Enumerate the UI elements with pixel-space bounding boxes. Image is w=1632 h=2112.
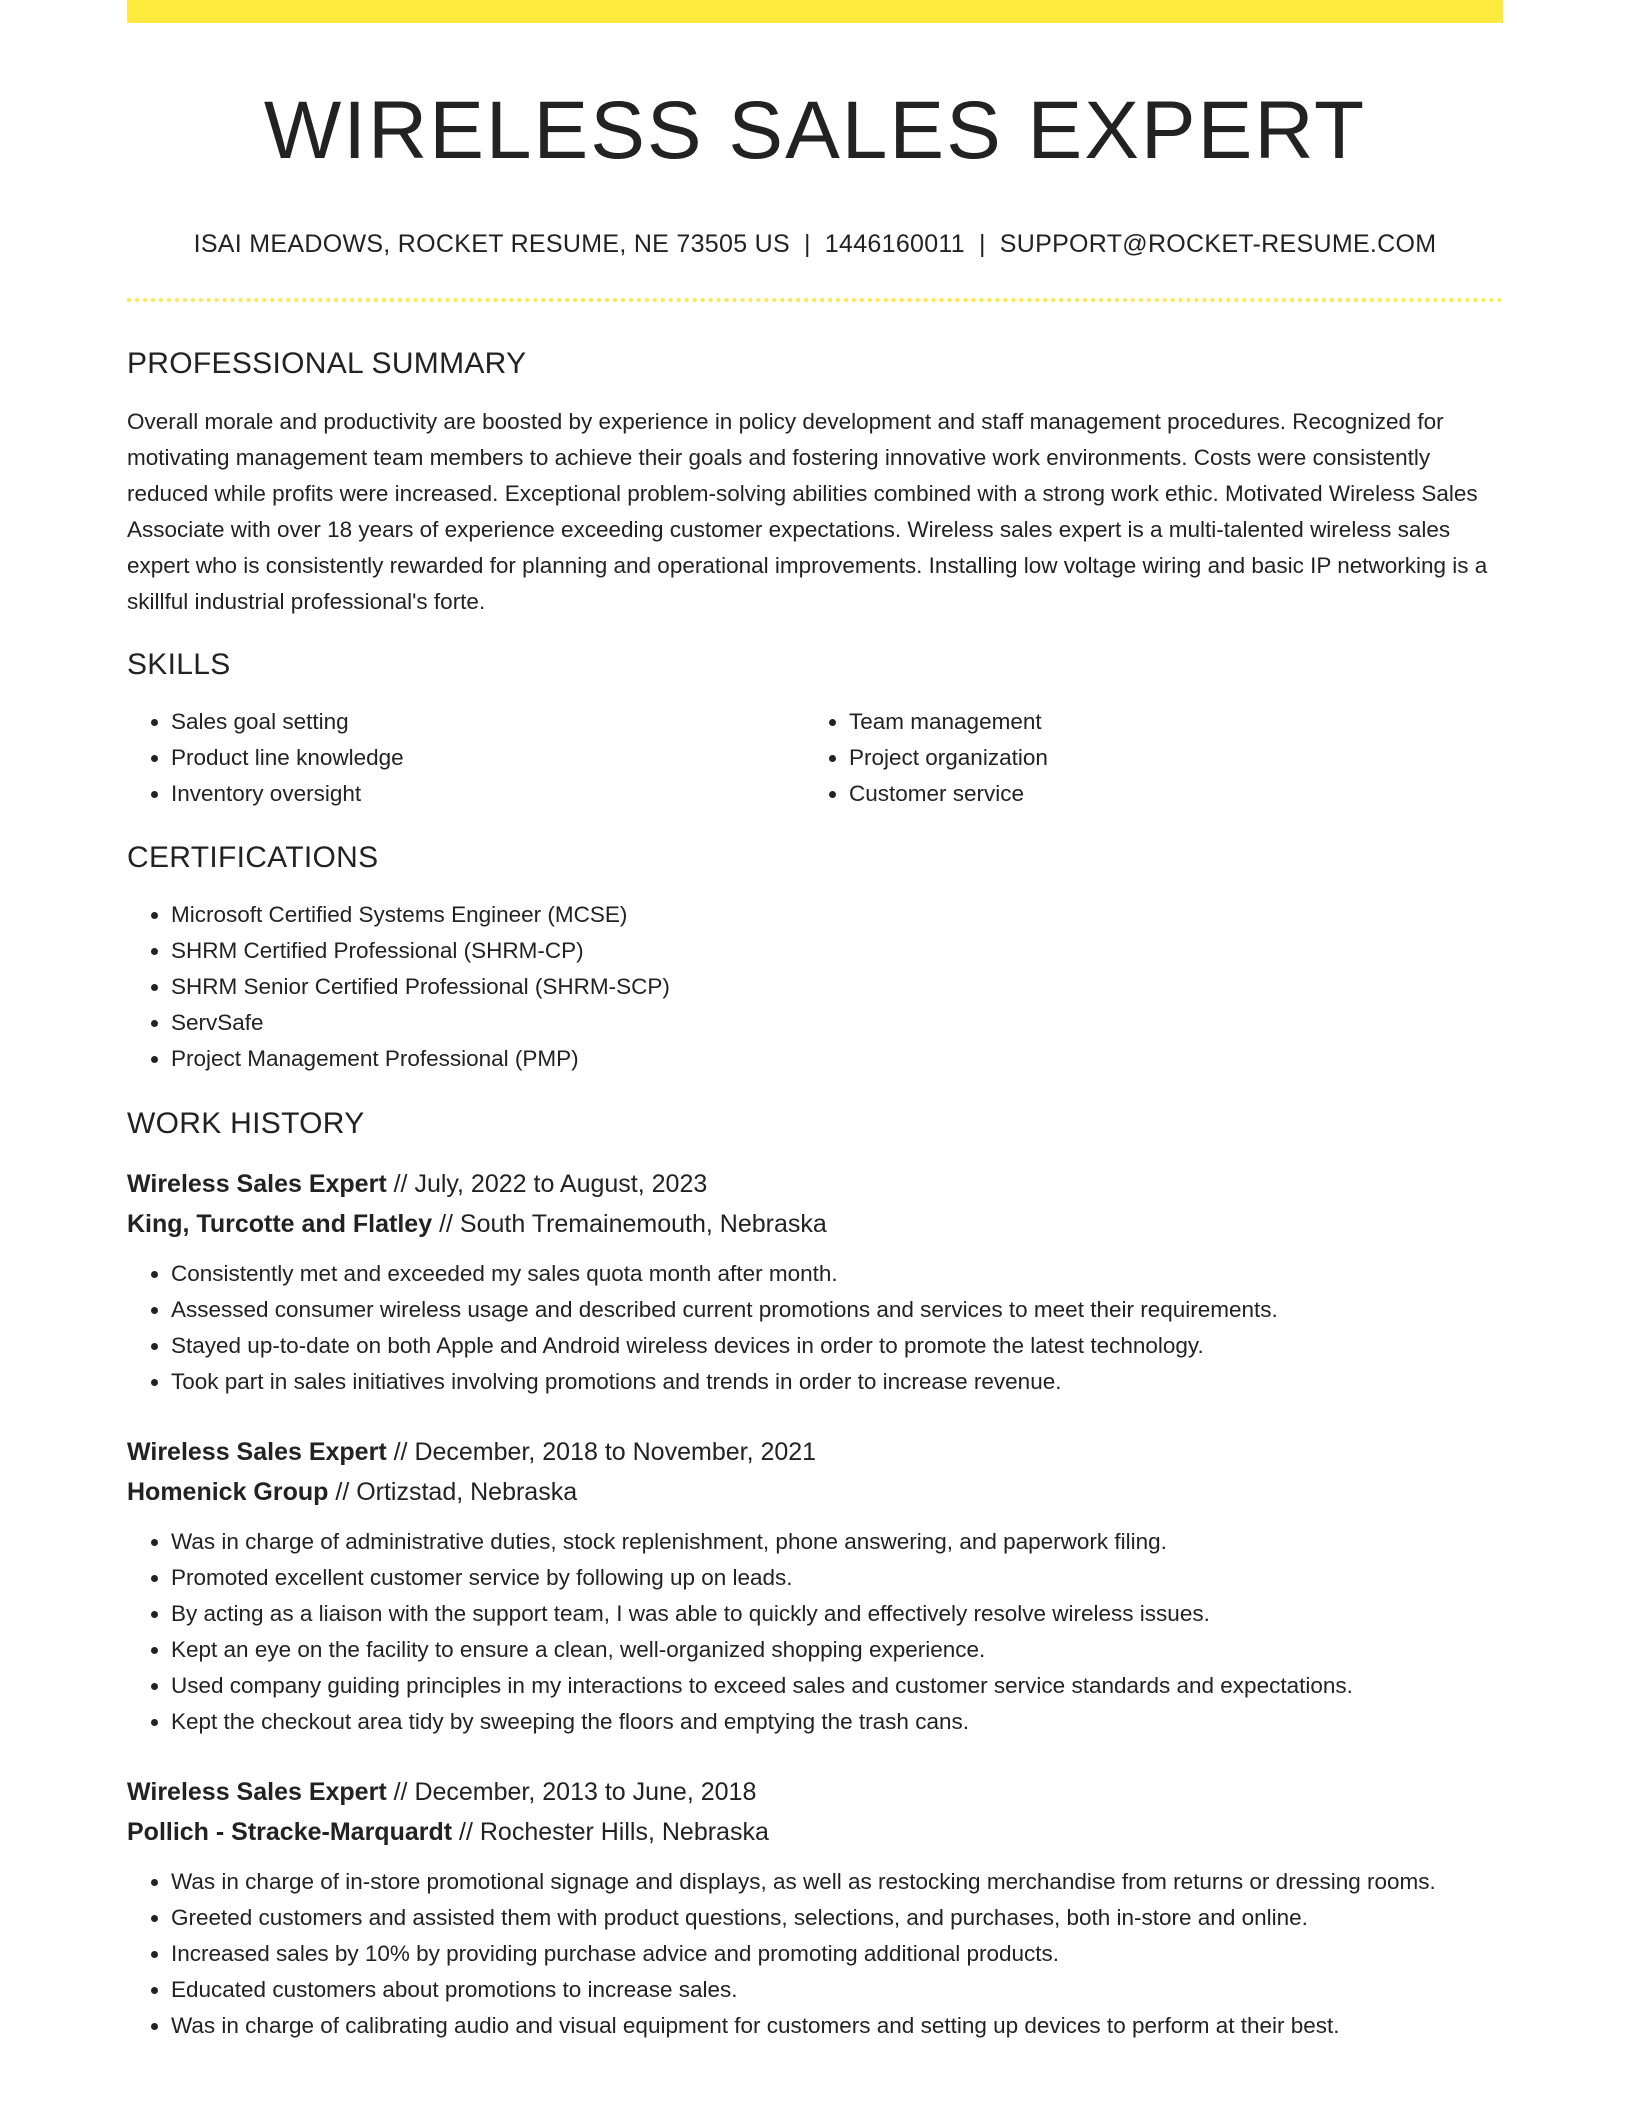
job-title: Wireless Sales Expert [127, 1438, 387, 1466]
job-location: // Ortizstad, Nebraska [328, 1478, 578, 1506]
job-bullets [127, 1524, 1503, 1740]
job-bullet: • Increased sales by 10% by providing purchase advice and promoting additional products. [171, 1936, 1503, 1972]
skills-left-list [127, 704, 805, 812]
job-entry [127, 1164, 1503, 1400]
resume-title: WIRELESS SALES EXPERT [263, 85, 1367, 176]
skill-item: • Project organization [849, 740, 1483, 776]
job-bullet: • Kept the checkout area tidy by sweeping the floors and emptying the trash cans. [171, 1704, 1503, 1740]
summary-heading: PROFESSIONAL SUMMARY [127, 347, 527, 380]
certification-item: • SHRM Senior Certified Professional (SHRM-SCP) [171, 969, 1503, 1005]
job-bullet: • Used company guiding principles in my interactions to exceed sales and customer service standards and expectations. [171, 1668, 1503, 1704]
certifications-list [127, 897, 1503, 1077]
job-bullet: • Took part in sales initiatives involving promotions and trends in order to increase revenue. [171, 1364, 1503, 1400]
accent-top-bar [127, 0, 1503, 23]
certification-item: • Project Management Professional (PMP) [171, 1041, 1503, 1077]
job-company: King, Turcotte and Flatley [127, 1210, 433, 1238]
job-bullet: • Was in charge of in-store promotional signage and displays, as well as restocking merchandise from returns or dressing rooms. [171, 1864, 1503, 1900]
skills-heading: SKILLS [127, 648, 231, 681]
certifications-heading: CERTIFICATIONS [127, 841, 379, 874]
skill-item: • Inventory oversight [171, 776, 805, 812]
resume-page [127, 0, 1503, 2044]
job-company-line [127, 1812, 1503, 1852]
job-bullet: • Consistently met and exceeded my sales quota month after month. [171, 1256, 1503, 1292]
job-bullet: • Assessed consumer wireless usage and described current promotions and services to meet their requirements. [171, 1292, 1503, 1328]
job-dates: // December, 2013 to June, 2018 [386, 1778, 757, 1806]
contact-email: SUPPORT@ROCKET-RESUME.COM [999, 230, 1437, 258]
skills-right-list [805, 704, 1483, 812]
job-company: Pollich - Stracke-Marquardt [127, 1818, 453, 1846]
skill-item: • Team management [849, 704, 1483, 740]
job-company-line [127, 1204, 1503, 1244]
job-title: Wireless Sales Expert [127, 1170, 387, 1198]
contact-separator: | [978, 230, 986, 258]
skill-item: • Product line knowledge [171, 740, 805, 776]
summary-text: Overall morale and productivity are boosted by experience in policy development and staff management procedures. Recognized for motivating management team members to achieve their goals and fostering innovative work environments. Costs were consistently reduced while profits were increased. Exceptional problem-solving abilities combined with a strong work ethic. Motivated Wireless Sales Associate with over 18 years of experience exceeding customer expectations. Wireless sales expert is a multi-talented wireless sales expert who is consistently rewarded for planning and operational improvements. Installing low voltage wiring and basic IP networking is a skillful industrial professional's forte. [127, 409, 1488, 614]
job-dates: // July, 2022 to August, 2023 [386, 1170, 708, 1198]
contact-address: ISAI MEADOWS, ROCKET RESUME, NE 73505 US [193, 230, 790, 258]
certification-item: • Microsoft Certified Systems Engineer (MCSE) [171, 897, 1503, 933]
contact-separator: | [804, 230, 811, 258]
certification-item: • ServSafe [171, 1005, 1503, 1041]
job-bullet: • Was in charge of calibrating audio and visual equipment for customers and setting up devices to perform at their best. [171, 2008, 1503, 2044]
contact-line [127, 227, 1503, 261]
skill-item: • Customer service [849, 776, 1483, 812]
job-bullet: • Was in charge of administrative duties, stock replenishment, phone answering, and paperwork filing. [171, 1524, 1503, 1560]
job-dates: // December, 2018 to November, 2021 [386, 1438, 817, 1466]
job-title: Wireless Sales Expert [127, 1778, 387, 1806]
job-company-line [127, 1472, 1503, 1512]
job-location: // South Tremainemouth, Nebraska [432, 1210, 827, 1238]
job-bullet: • Stayed up-to-date on both Apple and Android wireless devices in order to promote the latest technology. [171, 1328, 1503, 1364]
job-title-line [127, 1432, 1503, 1472]
skill-item: • Sales goal setting [171, 704, 805, 740]
job-title-line [127, 1164, 1503, 1204]
job-bullets [127, 1864, 1503, 2044]
job-entry [127, 1432, 1503, 1740]
work-history-heading: WORK HISTORY [127, 1107, 365, 1140]
job-bullets [127, 1256, 1503, 1400]
job-company: Homenick Group [127, 1478, 329, 1506]
job-title-line [127, 1772, 1503, 1812]
job-location: // Rochester Hills, Nebraska [452, 1818, 769, 1846]
job-bullet: • Promoted excellent customer service by following up on leads. [171, 1560, 1503, 1596]
certification-item: • SHRM Certified Professional (SHRM-CP) [171, 933, 1503, 969]
contact-phone: 1446160011 [824, 230, 965, 258]
job-entry [127, 1772, 1503, 2044]
job-bullet: • Kept an eye on the facility to ensure a clean, well-organized shopping experience. [171, 1632, 1503, 1668]
dotted-divider [127, 298, 1503, 302]
skills-grid [127, 704, 1503, 812]
job-bullet: • By acting as a liaison with the support team, I was able to quickly and effectively resolve wireless issues. [171, 1596, 1503, 1632]
job-bullet: • Greeted customers and assisted them with product questions, selections, and purchases, both in-store and online. [171, 1900, 1503, 1936]
job-bullet: • Educated customers about promotions to increase sales. [171, 1972, 1503, 2008]
